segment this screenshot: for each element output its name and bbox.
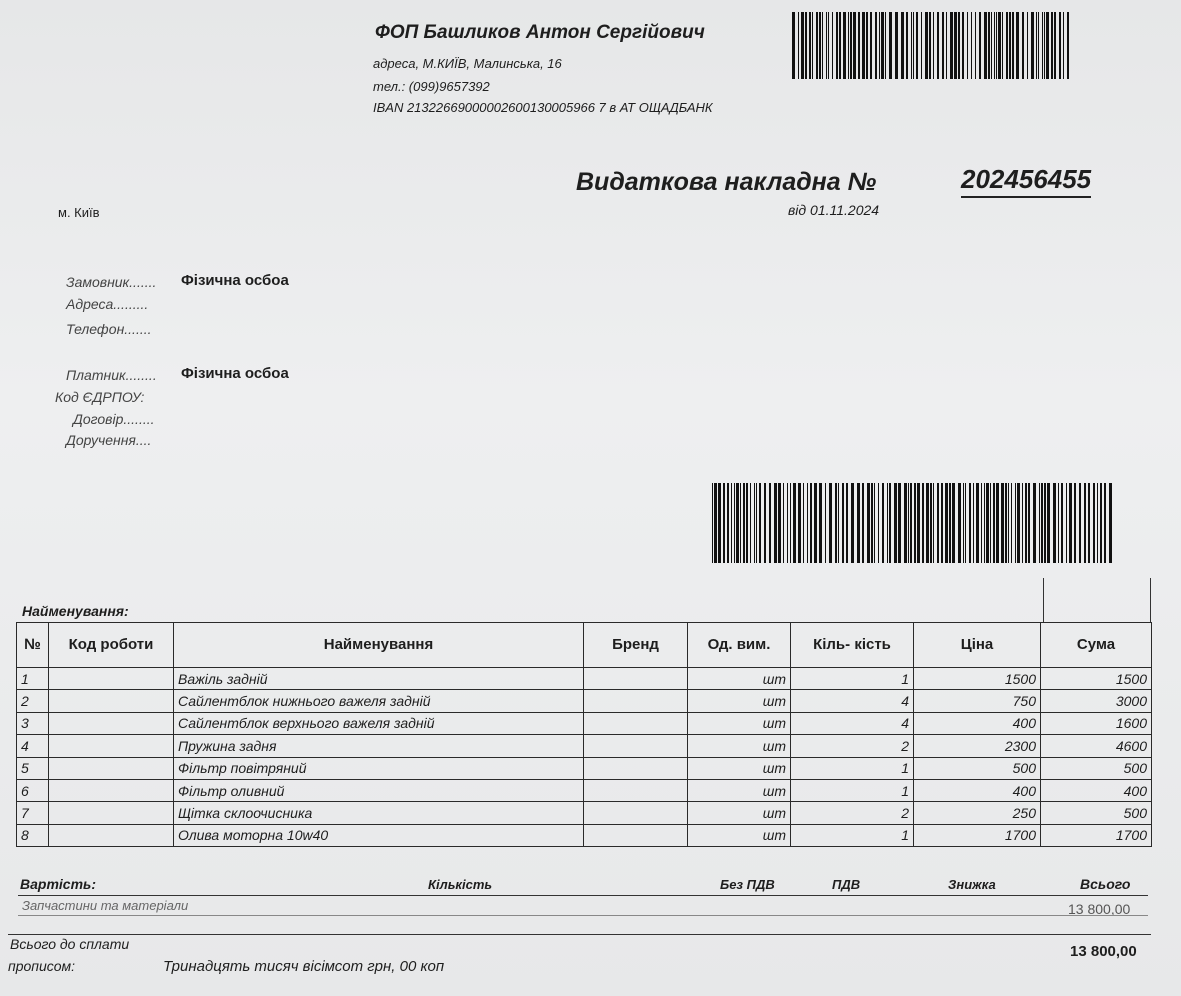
row-brand <box>584 779 688 801</box>
barcode-bar <box>807 483 808 563</box>
grand-total-value: 13 800,00 <box>1070 943 1137 960</box>
row-name: Олива моторна 10w40 <box>174 824 584 846</box>
vat-label: ПДВ <box>832 877 861 892</box>
row-code <box>49 735 174 757</box>
barcode-bar <box>787 483 788 563</box>
barcode-bar <box>1031 12 1034 79</box>
barcode-bar <box>792 12 795 79</box>
row-no: 6 <box>17 779 49 801</box>
barcode-bar <box>954 12 957 79</box>
barcode-bar <box>1054 12 1056 79</box>
table-header-row <box>17 623 1152 668</box>
barcode-bar <box>1022 483 1023 563</box>
barcode-bar <box>1009 12 1011 79</box>
col-code-header: Код роботи <box>49 623 174 668</box>
barcode-bar <box>949 483 951 563</box>
barcode-bar <box>1097 483 1098 563</box>
row-price: 1500 <box>914 668 1041 690</box>
barcode-bar <box>754 483 755 563</box>
barcode-bar <box>875 12 877 79</box>
row-sum: 400 <box>1041 779 1152 801</box>
total-label: Всього <box>1080 876 1131 892</box>
row-sum: 500 <box>1041 802 1152 824</box>
barcode-bar <box>933 12 934 79</box>
barcode-bar <box>958 12 960 79</box>
row-price: 1700 <box>914 824 1041 846</box>
barcode-bar <box>930 483 932 563</box>
items-table <box>16 622 1152 847</box>
barcode-bar <box>1001 483 1004 563</box>
table-row <box>17 779 1152 801</box>
barcode-bar <box>759 483 761 563</box>
barcode-bar <box>832 12 833 79</box>
row-no: 8 <box>17 824 49 846</box>
barcode-bar <box>874 483 875 563</box>
row-brand <box>584 802 688 824</box>
barcode-bar <box>1047 483 1050 563</box>
barcode-bar <box>937 12 939 79</box>
barcode-bar <box>853 12 856 79</box>
row-code <box>49 779 174 801</box>
payer-label: Платник........ <box>66 367 157 383</box>
parts-total: 13 800,00 <box>1068 901 1131 917</box>
barcode-bar <box>910 483 912 563</box>
totals-divider <box>18 915 1148 916</box>
row-name: Сайлентблок верхнього важеля задній <box>174 712 584 734</box>
row-unit: шт <box>688 802 791 824</box>
barcode-bar <box>1061 483 1063 563</box>
row-name: Щітка склоочисника <box>174 802 584 824</box>
quantity-label: Кількість <box>428 877 493 892</box>
row-sum: 3000 <box>1041 690 1152 712</box>
barcode-bar <box>1051 12 1053 79</box>
barcode-bar <box>963 483 964 563</box>
barcode-top <box>792 12 1071 79</box>
barcode-bar <box>945 483 948 563</box>
table-row <box>17 735 1152 757</box>
barcode-bar <box>937 483 939 563</box>
row-name: Фільтр повітряний <box>174 757 584 779</box>
barcode-bar <box>906 12 908 79</box>
row-sum: 4600 <box>1041 735 1152 757</box>
address-label: Адреса......... <box>66 296 149 312</box>
barcode-bar <box>994 12 995 79</box>
barcode-bar <box>801 12 804 79</box>
barcode-bar <box>870 12 872 79</box>
row-brand <box>584 668 688 690</box>
barcode-bar <box>1012 12 1014 79</box>
barcode-bar <box>812 12 813 79</box>
barcode-bar <box>1038 12 1039 79</box>
barcode-bar <box>933 483 934 563</box>
barcode-middle <box>712 483 1113 563</box>
barcode-bar <box>1027 12 1028 79</box>
barcode-bar <box>996 483 999 563</box>
barcode-bar <box>712 483 713 563</box>
barcode-bar <box>743 483 745 563</box>
barcode-bar <box>996 12 997 79</box>
col-brand-header: Бренд <box>584 623 688 668</box>
row-unit: шт <box>688 690 791 712</box>
barcode-bar <box>1088 483 1090 563</box>
barcode-bar <box>925 12 928 79</box>
row-qty: 1 <box>791 757 914 779</box>
row-sum: 500 <box>1041 757 1152 779</box>
totals-divider <box>18 895 1148 896</box>
barcode-bar <box>952 483 955 563</box>
barcode-bar <box>950 12 953 79</box>
barcode-bar <box>723 483 725 563</box>
barcode-bar <box>889 12 892 79</box>
barcode-bar <box>714 483 717 563</box>
barcode-bar <box>922 483 924 563</box>
barcode-bar <box>1006 12 1008 79</box>
barcode-bar <box>816 12 818 79</box>
row-unit: шт <box>688 712 791 734</box>
row-name: Важіль задній <box>174 668 584 690</box>
barcode-bar <box>914 483 916 563</box>
barcode-bar <box>889 483 891 563</box>
grand-total-label: Всього до сплати <box>10 936 130 952</box>
barcode-bar <box>826 12 827 79</box>
barcode-bar <box>819 12 821 79</box>
row-brand <box>584 824 688 846</box>
barcode-bar <box>965 483 966 563</box>
barcode-bar <box>908 483 909 563</box>
barcode-bar <box>857 483 860 563</box>
edrpou-label: Код ЄДРПОУ: <box>55 389 145 405</box>
seller-address: адреса, М.КИЇВ, Малинська, 16 <box>373 56 562 71</box>
barcode-bar <box>911 12 912 79</box>
row-code <box>49 757 174 779</box>
row-no: 2 <box>17 690 49 712</box>
barcode-bar <box>774 483 777 563</box>
row-no: 5 <box>17 757 49 779</box>
barcode-bar <box>1017 483 1020 563</box>
barcode-bar <box>1093 483 1095 563</box>
barcode-bar <box>1015 483 1016 563</box>
seller-name: ФОП Башликов Антон Сергійович <box>375 22 705 43</box>
barcode-bar <box>971 12 972 79</box>
barcode-bar <box>1036 12 1037 79</box>
col-no-header: № <box>17 623 49 668</box>
barcode-bar <box>829 483 832 563</box>
barcode-bar <box>850 12 852 79</box>
document-number: 202456455 <box>961 164 1091 198</box>
row-price: 500 <box>914 757 1041 779</box>
row-name: Сайлентблок нижнього важеля задній <box>174 690 584 712</box>
row-unit: шт <box>688 668 791 690</box>
parts-label: Запчастини та матеріали <box>22 898 189 913</box>
row-brand <box>584 735 688 757</box>
barcode-bar <box>991 12 992 79</box>
barcode-bar <box>828 12 829 79</box>
barcode-bar <box>851 483 854 563</box>
barcode-bar <box>975 12 976 79</box>
row-sum: 1700 <box>1041 824 1152 846</box>
barcode-bar <box>778 483 781 563</box>
barcode-bar <box>1058 483 1059 563</box>
document-title: Видаткова накладна № <box>576 168 877 196</box>
phone-label: Телефон....... <box>66 321 152 337</box>
barcode-bar <box>1022 12 1024 79</box>
row-no: 7 <box>17 802 49 824</box>
barcode-bar <box>962 12 964 79</box>
barcode-bar <box>783 483 784 563</box>
barcode-bar <box>916 12 918 79</box>
barcode-bar <box>1084 483 1086 563</box>
barcode-bar <box>810 483 812 563</box>
barcode-bar <box>1033 483 1036 563</box>
barcode-bar <box>1011 483 1012 563</box>
barcode-bar <box>941 483 943 563</box>
barcode-bar <box>967 12 968 79</box>
table-row <box>17 712 1152 734</box>
row-price: 250 <box>914 802 1041 824</box>
row-name: Пружина задня <box>174 735 584 757</box>
barcode-bar <box>1053 483 1056 563</box>
barcode-bar <box>793 483 796 563</box>
barcode-bar <box>1041 483 1043 563</box>
barcode-bar <box>718 483 721 563</box>
table-row <box>17 824 1152 846</box>
barcode-bar <box>1002 12 1003 79</box>
barcode-bar <box>825 483 826 563</box>
row-qty: 1 <box>791 824 914 846</box>
barcode-bar <box>998 12 1001 79</box>
barcode-bar <box>973 483 974 563</box>
col-unit-header: Од. вим. <box>688 623 791 668</box>
table-row <box>17 757 1152 779</box>
barcode-bar <box>1044 483 1046 563</box>
barcode-bar <box>866 12 868 79</box>
barcode-bar <box>750 483 751 563</box>
barcode-bar <box>913 12 914 79</box>
row-no: 1 <box>17 668 49 690</box>
barcode-bar <box>803 483 804 563</box>
barcode-bar <box>988 12 990 79</box>
barcode-bar <box>746 483 748 563</box>
barcode-bar <box>764 483 766 563</box>
barcode-bar <box>1039 483 1040 563</box>
row-brand <box>584 712 688 734</box>
barcode-bar <box>1028 483 1030 563</box>
col-price-header: Ціна <box>914 623 1041 668</box>
barcode-bar <box>979 12 981 79</box>
barcode-bar <box>1079 483 1081 563</box>
barcode-bar <box>838 483 839 563</box>
barcode-bar <box>895 12 898 79</box>
barcode-bar <box>790 483 791 563</box>
barcode-bar <box>942 12 944 79</box>
barcode-bar <box>1008 483 1009 563</box>
row-name: Фільтр оливний <box>174 779 584 801</box>
row-unit: шт <box>688 779 791 801</box>
col-qty-header: Кіль- кість <box>791 623 914 668</box>
row-no: 4 <box>17 735 49 757</box>
barcode-bar <box>862 12 865 79</box>
barcode-bar <box>1046 12 1049 79</box>
seller-iban: IBAN 21322669000002600130005966 7 в АТ ОЩАДБАНК <box>373 100 713 115</box>
row-sum: 1600 <box>1041 712 1152 734</box>
barcode-bar <box>798 483 801 563</box>
barcode-bar <box>1025 483 1027 563</box>
barcode-bar <box>898 483 901 563</box>
row-code <box>49 712 174 734</box>
barcode-bar <box>814 483 817 563</box>
barcode-bar <box>981 483 982 563</box>
barcode-bar <box>926 483 929 563</box>
barcode-bar <box>887 483 888 563</box>
row-unit: шт <box>688 757 791 779</box>
row-code <box>49 802 174 824</box>
barcode-bar <box>843 12 846 79</box>
row-qty: 1 <box>791 668 914 690</box>
table-caption: Найменування: <box>22 603 129 619</box>
customer-value: Фізична осбоа <box>181 272 289 289</box>
barcode-bar <box>1063 12 1064 79</box>
barcode-bar <box>879 12 880 79</box>
barcode-bar <box>921 12 922 79</box>
barcode-bar <box>819 483 822 563</box>
row-price: 2300 <box>914 735 1041 757</box>
barcode-bar <box>976 483 979 563</box>
header-divider <box>1150 578 1151 623</box>
barcode-bar <box>756 483 757 563</box>
words-label: прописом: <box>8 958 76 974</box>
row-qty: 4 <box>791 712 914 734</box>
barcode-bar <box>805 12 807 79</box>
barcode-bar <box>894 483 897 563</box>
contract-label: Договір........ <box>73 411 155 427</box>
barcode-bar <box>862 483 864 563</box>
document-date: від 01.11.2024 <box>788 202 880 218</box>
barcode-bar <box>878 483 879 563</box>
row-no: 3 <box>17 712 49 734</box>
cost-label: Вартість: <box>20 876 96 892</box>
seller-phone: тел.: (099)9657392 <box>373 79 490 94</box>
barcode-bar <box>901 12 904 79</box>
barcode-bar <box>1066 483 1067 563</box>
barcode-bar <box>848 12 849 79</box>
barcode-bar <box>1005 483 1007 563</box>
barcode-bar <box>1100 483 1102 563</box>
barcode-bar <box>842 483 844 563</box>
barcode-bar <box>1069 483 1072 563</box>
no-vat-label: Без ПДВ <box>720 877 775 892</box>
row-qty: 2 <box>791 735 914 757</box>
barcode-bar <box>1016 12 1019 79</box>
barcode-bar <box>984 483 985 563</box>
row-price: 400 <box>914 712 1041 734</box>
barcode-bar <box>986 483 989 563</box>
barcode-bar <box>1067 12 1069 79</box>
barcode-bar <box>736 483 739 563</box>
grand-divider <box>8 934 1151 935</box>
barcode-bar <box>946 12 947 79</box>
row-brand <box>584 690 688 712</box>
barcode-bar <box>958 483 961 563</box>
row-brand <box>584 757 688 779</box>
barcode-bar <box>740 483 741 563</box>
barcode-bar <box>809 12 811 79</box>
barcode-bar <box>822 12 823 79</box>
row-qty: 2 <box>791 802 914 824</box>
barcode-bar <box>858 12 860 79</box>
table-row <box>17 668 1152 690</box>
barcode-bar <box>769 483 771 563</box>
barcode-bar <box>836 12 838 79</box>
row-sum: 1500 <box>1041 668 1152 690</box>
barcode-bar <box>798 12 799 79</box>
barcode-bar <box>1042 12 1043 79</box>
order-label: Доручення.... <box>66 432 152 448</box>
row-qty: 4 <box>791 690 914 712</box>
barcode-bar <box>867 483 870 563</box>
barcode-bar <box>881 12 884 79</box>
barcode-bar <box>835 483 837 563</box>
barcode-bar <box>1104 483 1106 563</box>
header-divider <box>1043 578 1044 623</box>
row-price: 750 <box>914 690 1041 712</box>
table-row <box>17 690 1152 712</box>
barcode-bar <box>882 483 884 563</box>
document-city: м. Київ <box>58 205 100 220</box>
col-name-header: Найменування <box>174 623 584 668</box>
barcode-bar <box>1044 12 1045 79</box>
barcode-bar <box>917 483 920 563</box>
barcode-bar <box>1109 483 1112 563</box>
barcode-bar <box>734 483 735 563</box>
row-code <box>49 668 174 690</box>
table-row <box>17 802 1152 824</box>
customer-label: Замовник....... <box>66 274 157 290</box>
barcode-bar <box>1059 12 1061 79</box>
row-code <box>49 824 174 846</box>
discount-label: Знижка <box>948 877 996 892</box>
row-price: 400 <box>914 779 1041 801</box>
barcode-bar <box>885 12 886 79</box>
barcode-bar <box>731 483 732 563</box>
barcode-bar <box>993 483 995 563</box>
payer-value: Фізична осбоа <box>181 365 289 382</box>
row-code <box>49 690 174 712</box>
barcode-bar <box>846 483 848 563</box>
barcode-bar <box>929 12 931 79</box>
barcode-bar <box>984 12 987 79</box>
col-sum-header: Сума <box>1041 623 1152 668</box>
row-unit: шт <box>688 735 791 757</box>
barcode-bar <box>969 483 971 563</box>
barcode-bar <box>871 483 873 563</box>
barcode-bar <box>839 12 841 79</box>
row-unit: шт <box>688 824 791 846</box>
barcode-bar <box>990 483 991 563</box>
barcode-bar <box>727 483 729 563</box>
row-qty: 1 <box>791 779 914 801</box>
barcode-bar <box>1074 483 1076 563</box>
amount-in-words: Тринадцять тисяч вісімсот грн, 00 коп <box>163 958 445 975</box>
barcode-bar <box>904 483 907 563</box>
